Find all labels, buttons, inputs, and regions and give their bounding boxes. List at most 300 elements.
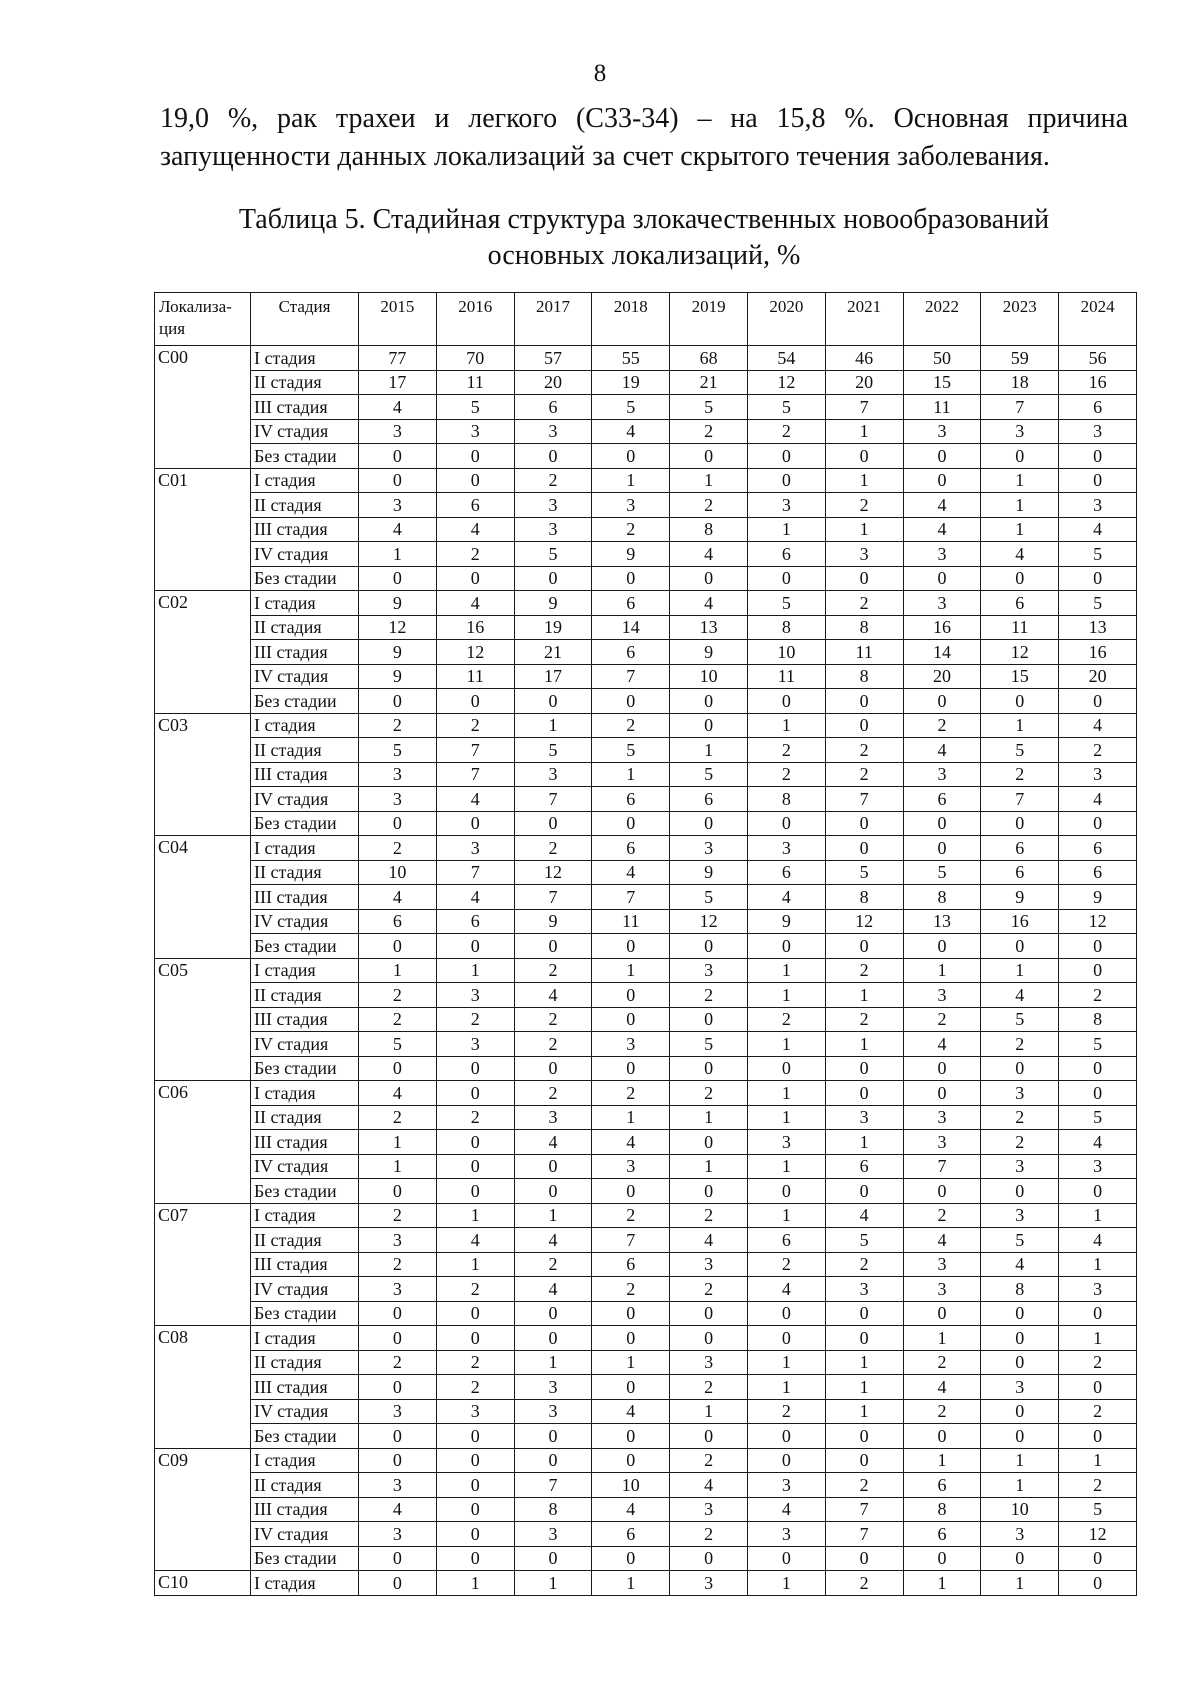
value-cell: 1 — [1059, 1203, 1137, 1228]
value-cell: 2 — [747, 1252, 825, 1277]
value-cell: 3 — [436, 1032, 514, 1057]
value-cell: 4 — [436, 517, 514, 542]
value-cell: 8 — [747, 615, 825, 640]
value-cell: 54 — [747, 346, 825, 371]
table-row — [155, 1399, 1137, 1424]
value-cell: 11 — [981, 615, 1059, 640]
value-cell: 0 — [981, 934, 1059, 959]
stage-cell: II стадия — [251, 1228, 359, 1253]
value-cell: 11 — [592, 909, 670, 934]
value-cell: 8 — [903, 885, 981, 910]
value-cell: 6 — [592, 640, 670, 665]
value-cell: 10 — [747, 640, 825, 665]
stage-cell: I стадия — [251, 1448, 359, 1473]
value-cell: 2 — [436, 542, 514, 567]
value-cell: 6 — [747, 542, 825, 567]
value-cell: 4 — [592, 419, 670, 444]
value-cell: 0 — [1059, 566, 1137, 591]
stage-cell: Без стадии — [251, 566, 359, 591]
value-cell: 16 — [1059, 640, 1137, 665]
table-row — [155, 1105, 1137, 1130]
value-cell: 2 — [825, 591, 903, 616]
table-row — [155, 787, 1137, 812]
header-year-2023: 2023 — [981, 293, 1059, 346]
value-cell: 0 — [514, 444, 592, 469]
value-cell: 0 — [359, 934, 437, 959]
value-cell: 1 — [359, 1130, 437, 1155]
value-cell: 9 — [359, 664, 437, 689]
value-cell: 0 — [903, 1056, 981, 1081]
value-cell: 2 — [825, 1007, 903, 1032]
table-row — [155, 1522, 1137, 1547]
stage-cell: IV стадия — [251, 1032, 359, 1057]
value-cell: 18 — [981, 370, 1059, 395]
table-row — [155, 1301, 1137, 1326]
value-cell: 5 — [359, 738, 437, 763]
value-cell: 3 — [903, 1277, 981, 1302]
value-cell: 0 — [436, 1326, 514, 1351]
value-cell: 7 — [436, 738, 514, 763]
stage-cell: II стадия — [251, 1350, 359, 1375]
value-cell: 0 — [747, 566, 825, 591]
value-cell: 9 — [592, 542, 670, 567]
value-cell: 1 — [981, 1473, 1059, 1498]
value-cell: 5 — [592, 395, 670, 420]
value-cell: 2 — [1059, 1473, 1137, 1498]
value-cell: 2 — [981, 1130, 1059, 1155]
value-cell: 0 — [825, 1546, 903, 1571]
value-cell: 7 — [825, 395, 903, 420]
stage-cell: IV стадия — [251, 1522, 359, 1547]
stage-cell: II стадия — [251, 1105, 359, 1130]
value-cell: 7 — [514, 885, 592, 910]
value-cell: 7 — [592, 885, 670, 910]
value-cell: 16 — [903, 615, 981, 640]
value-cell: 1 — [359, 542, 437, 567]
table-body — [155, 346, 1137, 1596]
value-cell: 2 — [825, 958, 903, 983]
value-cell: 6 — [592, 1252, 670, 1277]
value-cell: 2 — [1059, 983, 1137, 1008]
stage-cell: I стадия — [251, 1081, 359, 1106]
value-cell: 0 — [747, 934, 825, 959]
value-cell: 0 — [903, 836, 981, 861]
table-row — [155, 958, 1137, 983]
value-cell: 4 — [747, 885, 825, 910]
stage-cell: I стадия — [251, 1326, 359, 1351]
value-cell: 0 — [436, 1081, 514, 1106]
value-cell: 4 — [903, 493, 981, 518]
table-row — [155, 1032, 1137, 1057]
value-cell: 0 — [747, 444, 825, 469]
value-cell: 0 — [359, 1179, 437, 1204]
value-cell: 2 — [359, 836, 437, 861]
value-cell: 3 — [436, 836, 514, 861]
value-cell: 0 — [903, 468, 981, 493]
stage-cell: IV стадия — [251, 419, 359, 444]
value-cell: 4 — [747, 1497, 825, 1522]
value-cell: 0 — [359, 468, 437, 493]
value-cell: 4 — [359, 885, 437, 910]
value-cell: 2 — [359, 1350, 437, 1375]
value-cell: 46 — [825, 346, 903, 371]
value-cell: 1 — [981, 517, 1059, 542]
value-cell: 7 — [825, 787, 903, 812]
value-cell: 0 — [436, 1154, 514, 1179]
value-cell: 4 — [514, 1277, 592, 1302]
value-cell: 11 — [903, 395, 981, 420]
value-cell: 6 — [592, 1522, 670, 1547]
value-cell: 4 — [514, 1228, 592, 1253]
value-cell: 0 — [514, 934, 592, 959]
value-cell: 2 — [670, 1081, 748, 1106]
value-cell: 6 — [436, 909, 514, 934]
value-cell: 3 — [514, 493, 592, 518]
value-cell: 2 — [825, 1571, 903, 1596]
value-cell: 8 — [1059, 1007, 1137, 1032]
localization-cell: С03 — [155, 713, 251, 836]
stage-cell: Без стадии — [251, 1179, 359, 1204]
value-cell: 9 — [981, 885, 1059, 910]
value-cell: 0 — [981, 689, 1059, 714]
value-cell: 5 — [670, 885, 748, 910]
value-cell: 2 — [436, 1375, 514, 1400]
table-row — [155, 1228, 1137, 1253]
value-cell: 0 — [1059, 934, 1137, 959]
value-cell: 8 — [514, 1497, 592, 1522]
stage-cell: Без стадии — [251, 811, 359, 836]
caption-line-1: Таблица 5. Стадийная структура злокачественных новообразований — [238, 204, 1050, 235]
value-cell: 3 — [825, 542, 903, 567]
value-cell: 0 — [1059, 1301, 1137, 1326]
value-cell: 1 — [359, 1154, 437, 1179]
value-cell: 1 — [825, 1375, 903, 1400]
value-cell: 0 — [825, 444, 903, 469]
localization-cell: С00 — [155, 346, 251, 469]
value-cell: 56 — [1059, 346, 1137, 371]
table-row — [155, 860, 1137, 885]
header-year-2019: 2019 — [670, 293, 748, 346]
value-cell: 3 — [592, 493, 670, 518]
value-cell: 3 — [747, 836, 825, 861]
value-cell: 1 — [747, 1350, 825, 1375]
table-row — [155, 1546, 1137, 1571]
value-cell: 6 — [1059, 836, 1137, 861]
value-cell: 10 — [670, 664, 748, 689]
value-cell: 4 — [1059, 1228, 1137, 1253]
value-cell: 3 — [903, 1130, 981, 1155]
value-cell: 0 — [436, 1448, 514, 1473]
value-cell: 1 — [436, 958, 514, 983]
value-cell: 0 — [514, 811, 592, 836]
value-cell: 9 — [747, 909, 825, 934]
value-cell: 1 — [903, 1571, 981, 1596]
table-header-row — [155, 293, 1137, 346]
value-cell: 0 — [514, 1056, 592, 1081]
value-cell: 1 — [592, 958, 670, 983]
value-cell: 50 — [903, 346, 981, 371]
value-cell: 0 — [514, 566, 592, 591]
stage-cell: III стадия — [251, 1130, 359, 1155]
value-cell: 0 — [903, 566, 981, 591]
value-cell: 1 — [981, 493, 1059, 518]
value-cell: 0 — [825, 1081, 903, 1106]
value-cell: 0 — [825, 1448, 903, 1473]
value-cell: 6 — [981, 860, 1059, 885]
table-row — [155, 934, 1137, 959]
table-caption — [160, 202, 1128, 274]
value-cell: 12 — [670, 909, 748, 934]
value-cell: 2 — [436, 1277, 514, 1302]
stage-cell: II стадия — [251, 493, 359, 518]
table-row — [155, 885, 1137, 910]
value-cell: 0 — [825, 934, 903, 959]
value-cell: 4 — [592, 1399, 670, 1424]
value-cell: 1 — [1059, 1326, 1137, 1351]
value-cell: 0 — [592, 1375, 670, 1400]
value-cell: 1 — [514, 1203, 592, 1228]
stage-cell: I стадия — [251, 1571, 359, 1596]
value-cell: 12 — [981, 640, 1059, 665]
value-cell: 0 — [592, 1056, 670, 1081]
value-cell: 1 — [747, 713, 825, 738]
value-cell: 0 — [747, 1546, 825, 1571]
value-cell: 0 — [359, 1326, 437, 1351]
table-row — [155, 1473, 1137, 1498]
value-cell: 0 — [436, 444, 514, 469]
value-cell: 8 — [747, 787, 825, 812]
value-cell: 3 — [747, 1473, 825, 1498]
value-cell: 0 — [981, 444, 1059, 469]
value-cell: 2 — [825, 493, 903, 518]
value-cell: 0 — [670, 713, 748, 738]
table-row — [155, 1007, 1137, 1032]
value-cell: 77 — [359, 346, 437, 371]
value-cell: 2 — [359, 1105, 437, 1130]
value-cell: 2 — [592, 517, 670, 542]
value-cell: 4 — [592, 1130, 670, 1155]
value-cell: 6 — [592, 787, 670, 812]
table-row — [155, 640, 1137, 665]
value-cell: 1 — [825, 517, 903, 542]
table-row — [155, 664, 1137, 689]
value-cell: 3 — [903, 591, 981, 616]
value-cell: 0 — [747, 1448, 825, 1473]
value-cell: 4 — [436, 787, 514, 812]
value-cell: 0 — [359, 689, 437, 714]
value-cell: 7 — [514, 1473, 592, 1498]
value-cell: 5 — [825, 860, 903, 885]
value-cell: 2 — [359, 1252, 437, 1277]
value-cell: 1 — [903, 1448, 981, 1473]
value-cell: 0 — [592, 1007, 670, 1032]
value-cell: 0 — [670, 1424, 748, 1449]
stage-cell: Без стадии — [251, 689, 359, 714]
value-cell: 4 — [592, 1497, 670, 1522]
stage-cell: I стадия — [251, 713, 359, 738]
value-cell: 21 — [514, 640, 592, 665]
value-cell: 7 — [903, 1154, 981, 1179]
value-cell: 70 — [436, 346, 514, 371]
value-cell: 0 — [592, 689, 670, 714]
table-row — [155, 1056, 1137, 1081]
value-cell: 0 — [825, 811, 903, 836]
value-cell: 0 — [436, 811, 514, 836]
value-cell: 5 — [359, 1032, 437, 1057]
value-cell: 2 — [670, 493, 748, 518]
value-cell: 1 — [981, 1571, 1059, 1596]
value-cell: 2 — [903, 1350, 981, 1375]
value-cell: 6 — [903, 1473, 981, 1498]
value-cell: 0 — [670, 566, 748, 591]
value-cell: 8 — [903, 1497, 981, 1522]
value-cell: 0 — [903, 811, 981, 836]
value-cell: 0 — [436, 1522, 514, 1547]
value-cell: 0 — [436, 1301, 514, 1326]
value-cell: 0 — [747, 468, 825, 493]
stage-cell: Без стадии — [251, 1056, 359, 1081]
value-cell: 0 — [903, 1081, 981, 1106]
value-cell: 2 — [747, 1399, 825, 1424]
table-row — [155, 395, 1137, 420]
value-cell: 0 — [592, 1301, 670, 1326]
value-cell: 2 — [436, 713, 514, 738]
value-cell: 4 — [359, 395, 437, 420]
value-cell: 1 — [825, 1350, 903, 1375]
value-cell: 4 — [1059, 787, 1137, 812]
value-cell: 0 — [359, 444, 437, 469]
table-row — [155, 370, 1137, 395]
value-cell: 7 — [825, 1522, 903, 1547]
value-cell: 4 — [514, 1130, 592, 1155]
value-cell: 4 — [903, 1228, 981, 1253]
value-cell: 10 — [359, 860, 437, 885]
value-cell: 5 — [436, 395, 514, 420]
value-cell: 1 — [514, 713, 592, 738]
stage-cell: II стадия — [251, 370, 359, 395]
value-cell: 1 — [436, 1571, 514, 1596]
value-cell: 59 — [981, 346, 1059, 371]
value-cell: 3 — [903, 983, 981, 1008]
value-cell: 1 — [825, 1130, 903, 1155]
value-cell: 0 — [825, 1326, 903, 1351]
table-row — [155, 517, 1137, 542]
value-cell: 16 — [1059, 370, 1137, 395]
value-cell: 3 — [514, 517, 592, 542]
value-cell: 12 — [1059, 909, 1137, 934]
value-cell: 0 — [592, 1424, 670, 1449]
table-row — [155, 591, 1137, 616]
value-cell: 4 — [981, 542, 1059, 567]
value-cell: 0 — [436, 1546, 514, 1571]
localization-cell: С10 — [155, 1571, 251, 1596]
value-cell: 0 — [903, 689, 981, 714]
stage-cell: III стадия — [251, 640, 359, 665]
stage-cell: III стадия — [251, 1497, 359, 1522]
value-cell: 14 — [903, 640, 981, 665]
value-cell: 0 — [747, 811, 825, 836]
table-row — [155, 1277, 1137, 1302]
table-row — [155, 811, 1137, 836]
value-cell: 0 — [903, 1301, 981, 1326]
localization-cell: С04 — [155, 836, 251, 959]
value-cell: 2 — [436, 1350, 514, 1375]
value-cell: 0 — [670, 1546, 748, 1571]
table-row — [155, 1448, 1137, 1473]
value-cell: 8 — [825, 885, 903, 910]
header-year-2024: 2024 — [1059, 293, 1137, 346]
value-cell: 0 — [592, 444, 670, 469]
value-cell: 2 — [592, 713, 670, 738]
value-cell: 4 — [1059, 517, 1137, 542]
value-cell: 16 — [981, 909, 1059, 934]
value-cell: 1 — [981, 1448, 1059, 1473]
value-cell: 9 — [670, 640, 748, 665]
value-cell: 1 — [903, 1326, 981, 1351]
table-row — [155, 1424, 1137, 1449]
value-cell: 1 — [747, 1105, 825, 1130]
header-stage: Стадия — [251, 293, 359, 346]
value-cell: 7 — [436, 762, 514, 787]
value-cell: 7 — [514, 787, 592, 812]
value-cell: 3 — [359, 1228, 437, 1253]
value-cell: 3 — [359, 1473, 437, 1498]
stage-cell: Без стадии — [251, 934, 359, 959]
value-cell: 0 — [825, 713, 903, 738]
value-cell: 0 — [359, 566, 437, 591]
value-cell: 0 — [359, 1546, 437, 1571]
value-cell: 4 — [981, 983, 1059, 1008]
value-cell: 2 — [747, 738, 825, 763]
table-row — [155, 1154, 1137, 1179]
value-cell: 3 — [514, 1522, 592, 1547]
value-cell: 5 — [1059, 542, 1137, 567]
value-cell: 4 — [903, 738, 981, 763]
stage-cell: II стадия — [251, 860, 359, 885]
localization-cell: С02 — [155, 591, 251, 714]
stage-cell: II стадия — [251, 738, 359, 763]
table-row — [155, 1203, 1137, 1228]
header-localization — [155, 293, 251, 346]
stage-cell: IV стадия — [251, 1399, 359, 1424]
stage-cell: I стадия — [251, 591, 359, 616]
value-cell: 0 — [903, 1424, 981, 1449]
table-row — [155, 615, 1137, 640]
value-cell: 3 — [1059, 762, 1137, 787]
value-cell: 0 — [592, 1179, 670, 1204]
value-cell: 0 — [903, 934, 981, 959]
value-cell: 2 — [981, 762, 1059, 787]
value-cell: 0 — [436, 1424, 514, 1449]
value-cell: 2 — [981, 1105, 1059, 1130]
value-cell: 3 — [359, 419, 437, 444]
value-cell: 1 — [592, 468, 670, 493]
stage-cell: Без стадии — [251, 1546, 359, 1571]
value-cell: 0 — [1059, 468, 1137, 493]
value-cell: 0 — [514, 1424, 592, 1449]
value-cell: 6 — [1059, 860, 1137, 885]
value-cell: 0 — [981, 1326, 1059, 1351]
value-cell: 1 — [747, 1375, 825, 1400]
value-cell: 0 — [359, 1571, 437, 1596]
stage-cell: III стадия — [251, 1252, 359, 1277]
value-cell: 3 — [670, 958, 748, 983]
value-cell: 6 — [514, 395, 592, 420]
value-cell: 1 — [747, 1154, 825, 1179]
value-cell: 11 — [747, 664, 825, 689]
value-cell: 5 — [670, 1032, 748, 1057]
value-cell: 2 — [514, 1007, 592, 1032]
